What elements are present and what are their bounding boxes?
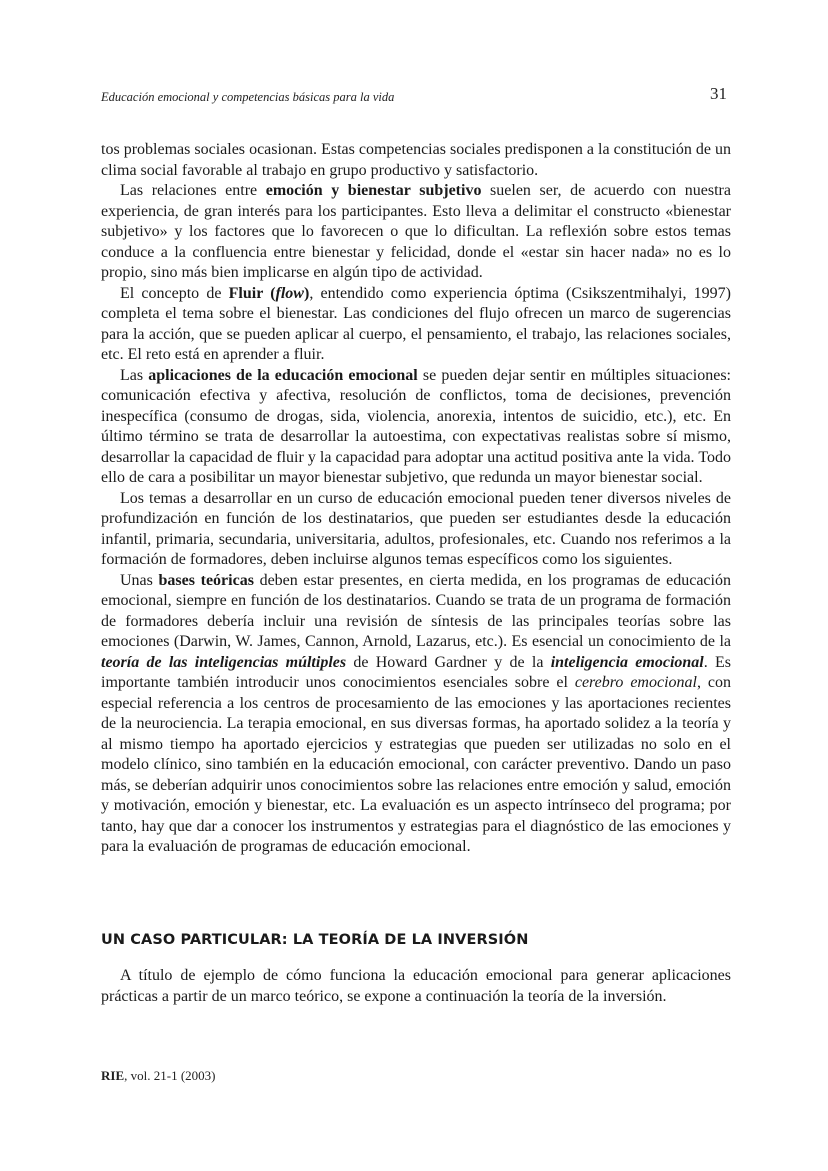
text-run: suelen ser, de acuerdo con nuestra experiencia, de gran interés para los participantes. Esto lleva a delimitar el constructo «bienestar subjetivo» y los factores que lo favorecen o que lo dificultan. La reflexión sobre estos temas conduce a la confluencia entre bienestar y felicidad, donde el «estar sin hacer nada» no es lo propio, sino más bien implicarse en algún tipo de actividad.	[101, 182, 731, 281]
text-run: Las	[120, 366, 149, 384]
journal-volume: , vol. 21-1 (2003)	[124, 1068, 216, 1083]
body-paragraph	[101, 571, 731, 858]
body-paragraph	[101, 489, 731, 571]
text-run: se pueden dejar sentir en múltiples situaciones: comunicación efectiva y afectiva, resolución de conflictos, toma de decisiones, prevención inespecífica (consumo de drogas, sida, violencia, anorexia, intentos de suicidio, etc.), etc. En último término se trata de desarrollar la autoestima, con expectativas realistas sobre sí mismo, desarrollar la capacidad de fluir y la capacidad para adoptar una actitud positiva ante la vida. Todo ello de cara a posibilitar un mayor bienestar subjetivo, que redunda un mayor bienestar social.	[101, 366, 731, 486]
section-heading: UN CASO PARTICULAR: LA TEORÍA DE LA INVERSIÓN	[101, 932, 529, 948]
text-run: )	[303, 284, 310, 302]
text-run: , con especial referencia a los centros de procesamiento de las emociones y las aportaciones recientes de la neurociencia. La terapia emocional, en sus diversas formas, ha aportado solidez a la teoría y al mismo tiempo ha aportado ejercicios y estrategias que pueden ser utilizadas no solo en el modelo clínico, sino también en la educación emocional, con carácter preventivo. Dando un paso más, se deberían adquirir unos conocimientos sobre las relaciones entre emoción y salud, emoción y motivación, emoción y bienestar, etc. La evaluación es un aspecto intrínseco del programa; por tanto, hay que dar a conocer los instrumentos y estrategias para el diagnóstico de las emociones y para la evaluación de programas de educación emocional.	[101, 674, 731, 855]
text-run: Fluir (	[228, 284, 276, 302]
running-header	[101, 84, 727, 112]
body-paragraph	[101, 181, 731, 284]
text-run: El concepto de	[120, 284, 229, 302]
body-paragraph	[101, 140, 731, 181]
text-run: emoción y bienestar subjetivo	[265, 182, 482, 199]
section-paragraph: A título de ejemplo de cómo funciona la educación emocional para generar aplicaciones prácticas a partir de un marco teórico, se expone a continuación la teoría de la inversión.	[101, 967, 731, 1005]
body-text	[101, 140, 731, 858]
text-run: . Es importante también introducir unos conocimientos esenciales sobre el	[101, 653, 732, 691]
text-run: Unas	[120, 571, 159, 589]
journal-name: RIE	[101, 1068, 125, 1083]
text-run: Las relaciones entre	[120, 182, 266, 199]
page-number: 31	[710, 84, 727, 103]
body-paragraph	[101, 366, 731, 489]
text-run: flow	[275, 284, 304, 302]
text-run: bases teóricas	[158, 571, 254, 589]
text-run: Los temas a desarrollar en un curso de educación emocional pueden tener diversos niveles de profundización en función de los destinatarios, que pueden ser estudiantes desde la educación infantil, primaria, secundaria, universitaria, adultos, profesionales, etc. Cuando nos referimos a la formación de formadores, deben incluirse algunos temas específicos como los siguientes.	[101, 489, 731, 568]
body-paragraph	[101, 284, 731, 366]
footer	[101, 1068, 215, 1084]
section-text	[101, 966, 731, 1007]
text-run: deben estar presentes, en cierta medida, en los programas de educación emocional, siempre en función de los destinatarios. Cuando se trata de un programa de formación de formadores debería incluir una revisión de síntesis de las principales teorías sobre las emociones (Darwin, W. James, Cannon, Arnold, Lazarus, etc.). Es esencial un conocimiento de la	[101, 571, 731, 650]
text-run: cerebro emocional	[574, 674, 697, 691]
text-run: tos problemas sociales ocasionan. Estas competencias sociales predisponen a la constitución de un clima social favorable al trabajo en grupo productivo y satisfactorio.	[101, 141, 731, 179]
text-run: teoría de las inteligencias múltiples	[101, 653, 347, 671]
text-run: inteligencia emocional	[550, 653, 704, 671]
running-title: Educación emocional y competencias básicas para la vida	[101, 90, 395, 104]
text-run: aplicaciones de la educación emocional	[148, 366, 418, 384]
text-run: , entendido como experiencia óptima (Csikszentmihalyi, 1997) completa el tema sobre el bienestar. Las condiciones del flujo ofrecen un marco de sugerencias para la acción, que se pueden aplicar al cuerpo, el pensamiento, el trabajo, las relaciones sociales, etc. El reto está en aprender a fluir.	[101, 284, 731, 363]
text-run: de Howard Gardner y de la	[346, 653, 551, 671]
